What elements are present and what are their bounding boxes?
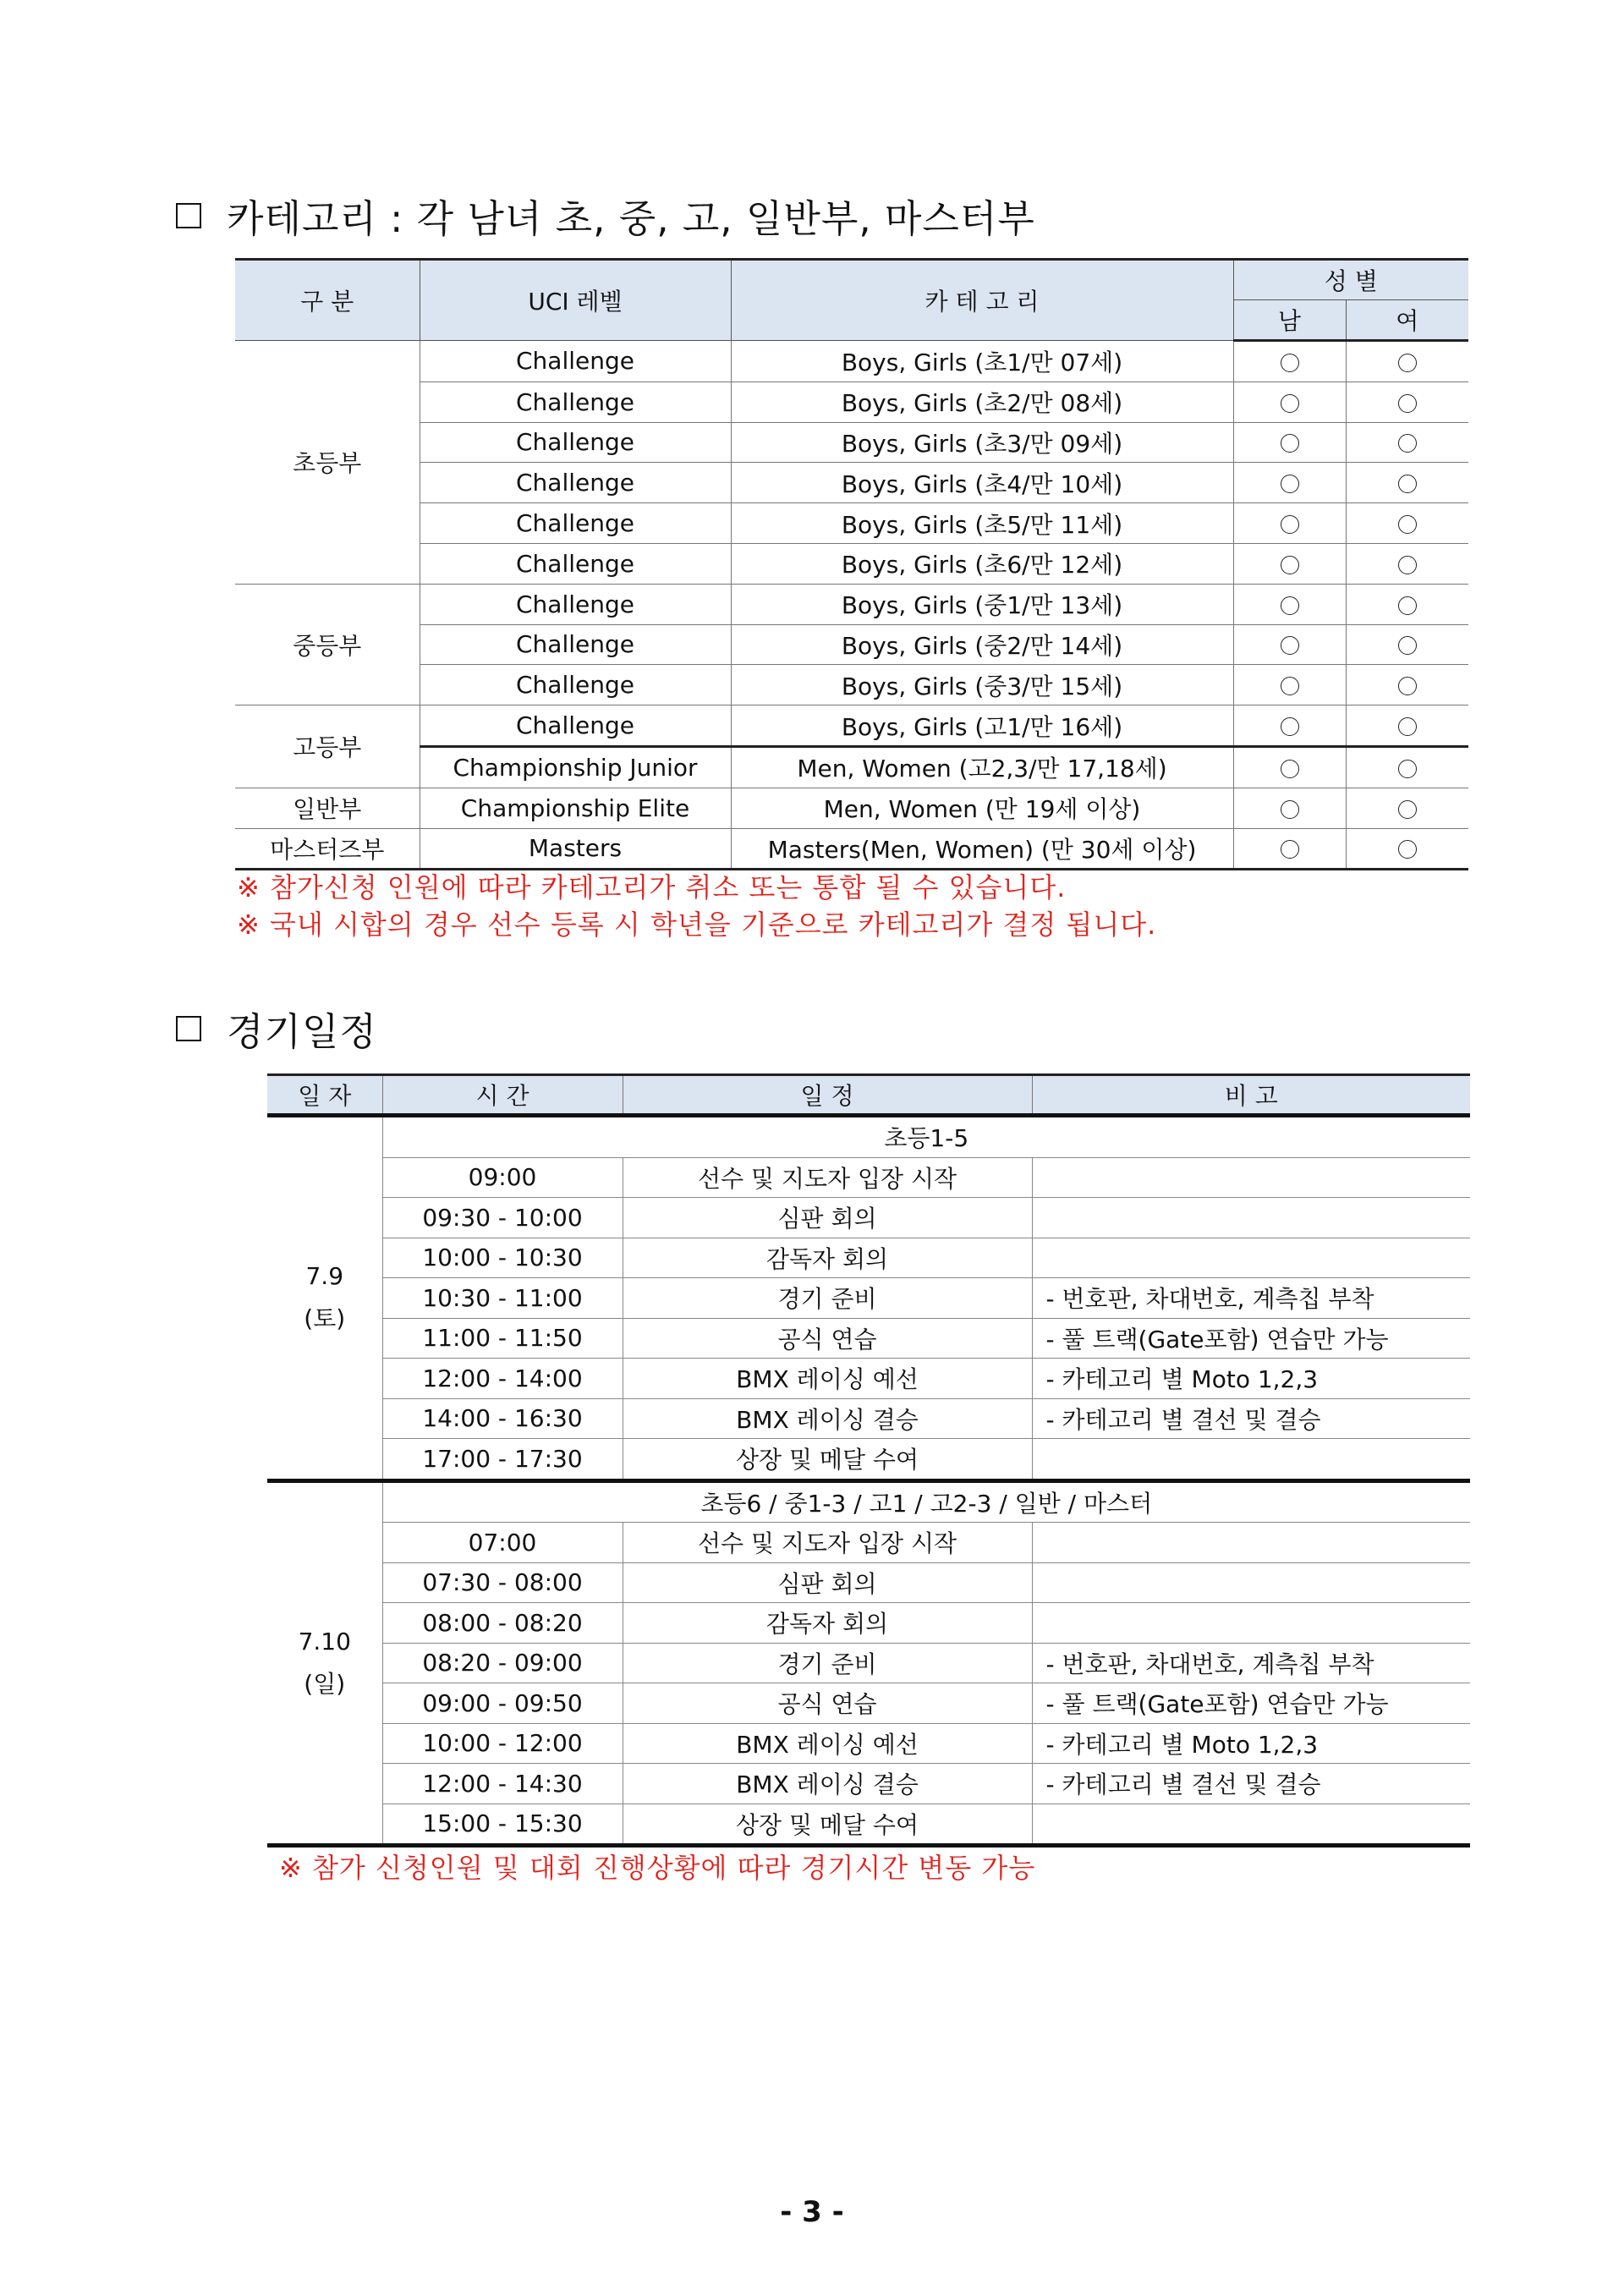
event-cell: 경기 준비 <box>623 1643 1032 1683</box>
category-cell: Boys, Girls (중1/만 13세) <box>731 584 1233 624</box>
time-cell: 14:00 - 16:30 <box>382 1398 623 1439</box>
header-time: 시 간 <box>382 1075 623 1116</box>
circle-mark-icon <box>1398 556 1417 574</box>
female-cell <box>1346 584 1468 624</box>
table-row <box>235 584 1468 624</box>
male-cell <box>1233 788 1346 828</box>
event-cell: 선수 및 지도자 입장 시작 <box>623 1523 1032 1563</box>
group-elementary: 초등부 <box>235 341 420 585</box>
table-row <box>235 828 1468 870</box>
table-row <box>235 382 1468 422</box>
table-row <box>267 1398 1470 1439</box>
event-cell: 선수 및 지도자 입장 시작 <box>623 1157 1032 1198</box>
circle-mark-icon <box>1281 515 1299 534</box>
circle-mark-icon <box>1398 394 1417 413</box>
time-cell: 07:30 - 08:00 <box>382 1562 623 1603</box>
uci-level-cell: Challenge <box>420 463 731 503</box>
table-row <box>267 1238 1470 1278</box>
category-cell: Boys, Girls (중3/만 15세) <box>731 665 1233 706</box>
circle-mark-icon <box>1281 434 1299 453</box>
table-row <box>267 1116 1470 1158</box>
uci-level-cell: Masters <box>420 828 731 870</box>
remark-cell: - 카테고리 별 Moto 1,2,3 <box>1032 1723 1470 1764</box>
circle-mark-icon <box>1281 717 1299 736</box>
time-cell: 10:30 - 11:00 <box>382 1278 623 1319</box>
category-cell: Boys, Girls (초4/만 10세) <box>731 463 1233 503</box>
table-row <box>267 1480 1470 1523</box>
table-row <box>267 1359 1470 1399</box>
group-middle: 중등부 <box>235 584 420 705</box>
circle-mark-icon <box>1281 394 1299 413</box>
uci-level-cell: Challenge <box>420 543 731 584</box>
uci-level-cell: Challenge <box>420 584 731 624</box>
table-row <box>267 1439 1470 1481</box>
table-row <box>235 422 1468 463</box>
category-cell: Boys, Girls (초5/만 11세) <box>731 503 1233 544</box>
table-row <box>235 543 1468 584</box>
checkbox-square-icon <box>176 1016 201 1041</box>
remark-cell <box>1032 1603 1470 1644</box>
remark-cell <box>1032 1439 1470 1481</box>
circle-mark-icon <box>1398 717 1417 736</box>
category-table <box>235 258 1468 870</box>
group-high: 고등부 <box>235 706 420 788</box>
time-cell: 07:00 <box>382 1523 623 1563</box>
category-cell: Masters(Men, Women) (만 30세 이상) <box>731 828 1233 870</box>
table-row <box>267 1603 1470 1644</box>
event-cell: 경기 준비 <box>623 1278 1032 1319</box>
event-cell: BMX 레이싱 결승 <box>623 1764 1032 1804</box>
event-cell: 심판 회의 <box>623 1198 1032 1238</box>
time-cell: 10:00 - 10:30 <box>382 1238 623 1278</box>
event-cell: 감독자 회의 <box>623 1603 1032 1644</box>
day-cell <box>267 1116 382 1481</box>
remark-cell: - 카테고리 별 결선 및 결승 <box>1032 1764 1470 1804</box>
male-cell <box>1233 665 1346 706</box>
remark-cell: - 번호판, 차대번호, 계측칩 부착 <box>1032 1643 1470 1683</box>
time-cell: 09:30 - 10:00 <box>382 1198 623 1238</box>
time-cell: 17:00 - 17:30 <box>382 1439 623 1481</box>
table-row <box>267 1318 1470 1359</box>
category-cell: Boys, Girls (초6/만 12세) <box>731 543 1233 584</box>
schedule-table <box>267 1073 1470 1848</box>
uci-level-cell: Challenge <box>420 503 731 544</box>
table-row <box>235 463 1468 503</box>
header-uci-level: UCI 레벨 <box>420 260 731 341</box>
remark-cell <box>1032 1198 1470 1238</box>
uci-level-cell: Challenge <box>420 624 731 665</box>
category-note-1: ※ 참가신청 인원에 따라 카테고리가 취소 또는 통합 될 수 있습니다. <box>237 871 1067 903</box>
day-weekday: (토) <box>304 1304 346 1333</box>
time-cell: 11:00 - 11:50 <box>382 1318 623 1359</box>
uci-level-cell: Challenge <box>420 422 731 463</box>
header-gender: 성 별 <box>1233 260 1468 300</box>
circle-mark-icon <box>1398 475 1417 493</box>
female-cell <box>1346 341 1468 382</box>
group-header: 초등1-5 <box>382 1116 1470 1158</box>
category-cell: Boys, Girls (초1/만 07세) <box>731 341 1233 382</box>
remark-cell: - 카테고리 별 결선 및 결승 <box>1032 1398 1470 1439</box>
circle-mark-icon <box>1281 354 1299 372</box>
category-cell: Boys, Girls (초3/만 09세) <box>731 422 1233 463</box>
female-cell <box>1346 828 1468 870</box>
table-row <box>267 1723 1470 1764</box>
schedule-section-heading <box>176 1001 377 1056</box>
time-cell: 15:00 - 15:30 <box>382 1804 623 1846</box>
circle-mark-icon <box>1281 677 1299 695</box>
page-number: - 3 - <box>780 2195 844 2229</box>
category-cell: Boys, Girls (초2/만 08세) <box>731 382 1233 422</box>
male-cell <box>1233 624 1346 665</box>
remark-cell <box>1032 1804 1470 1846</box>
remark-cell: - 번호판, 차대번호, 계측칩 부착 <box>1032 1278 1470 1319</box>
circle-mark-icon <box>1281 636 1299 655</box>
circle-mark-icon <box>1281 840 1299 859</box>
event-cell: 공식 연습 <box>623 1318 1032 1359</box>
male-cell <box>1233 584 1346 624</box>
event-cell: BMX 레이싱 예선 <box>623 1359 1032 1399</box>
remark-cell <box>1032 1562 1470 1603</box>
male-cell <box>1233 341 1346 382</box>
table-row <box>267 1562 1470 1603</box>
day-cell <box>267 1480 382 1846</box>
table-row <box>267 1643 1470 1683</box>
circle-mark-icon <box>1398 434 1417 453</box>
circle-mark-icon <box>1398 840 1417 859</box>
event-cell: 감독자 회의 <box>623 1238 1032 1278</box>
circle-mark-icon <box>1281 800 1299 819</box>
female-cell <box>1346 543 1468 584</box>
uci-level-cell: Championship Elite <box>420 788 731 828</box>
group-general: 일반부 <box>235 788 420 828</box>
day-weekday: (일) <box>304 1669 346 1698</box>
table-row <box>267 1157 1470 1198</box>
table-row <box>235 788 1468 828</box>
circle-mark-icon <box>1398 515 1417 534</box>
time-cell: 09:00 - 09:50 <box>382 1683 623 1724</box>
circle-mark-icon <box>1281 760 1299 778</box>
category-cell: Boys, Girls (중2/만 14세) <box>731 624 1233 665</box>
time-cell: 10:00 - 12:00 <box>382 1723 623 1764</box>
uci-level-cell: Challenge <box>420 382 731 422</box>
category-cell: Boys, Girls (고1/만 16세) <box>731 706 1233 747</box>
event-cell: 상장 및 메달 수여 <box>623 1804 1032 1846</box>
remark-cell: - 풀 트랙(Gate포함) 연습만 가능 <box>1032 1683 1470 1724</box>
male-cell <box>1233 382 1346 422</box>
table-row <box>267 1764 1470 1804</box>
category-section-heading <box>176 188 1035 243</box>
category-section-title: 카테고리 : 각 남녀 초, 중, 고, 일반부, 마스터부 <box>227 196 1035 241</box>
table-row <box>267 1198 1470 1238</box>
time-cell: 12:00 - 14:00 <box>382 1359 623 1399</box>
uci-level-cell: Challenge <box>420 341 731 382</box>
female-cell <box>1346 746 1468 788</box>
remark-cell: - 풀 트랙(Gate포함) 연습만 가능 <box>1032 1318 1470 1359</box>
table-row <box>235 503 1468 544</box>
schedule-note: ※ 참가 신청인원 및 대회 진행상황에 따라 경기시간 변동 가능 <box>279 1852 1036 1884</box>
male-cell <box>1233 543 1346 584</box>
schedule-section-title: 경기일정 <box>227 1009 377 1054</box>
female-cell <box>1346 624 1468 665</box>
header-remarks: 비 고 <box>1032 1075 1470 1116</box>
table-row <box>267 1804 1470 1846</box>
circle-mark-icon <box>1398 800 1417 819</box>
female-cell <box>1346 706 1468 747</box>
circle-mark-icon <box>1398 636 1417 655</box>
female-cell <box>1346 788 1468 828</box>
time-cell: 08:20 - 09:00 <box>382 1643 623 1683</box>
checkbox-square-icon <box>176 203 201 228</box>
event-cell: 공식 연습 <box>623 1683 1032 1724</box>
time-cell: 12:00 - 14:30 <box>382 1764 623 1804</box>
header-date: 일 자 <box>267 1075 382 1116</box>
table-row <box>267 1278 1470 1319</box>
time-cell: 09:00 <box>382 1157 623 1198</box>
table-row <box>267 1683 1470 1724</box>
female-cell <box>1346 422 1468 463</box>
category-cell: Men, Women (고2,3/만 17,18세) <box>731 746 1233 788</box>
event-cell: 상장 및 메달 수여 <box>623 1439 1032 1481</box>
header-male: 남 <box>1233 300 1346 341</box>
male-cell <box>1233 828 1346 870</box>
circle-mark-icon <box>1281 596 1299 615</box>
circle-mark-icon <box>1398 677 1417 695</box>
female-cell <box>1346 463 1468 503</box>
header-schedule: 일 정 <box>623 1075 1032 1116</box>
header-division: 구 분 <box>235 260 420 341</box>
table-row <box>235 624 1468 665</box>
group-header: 초등6 / 중1-3 / 고1 / 고2-3 / 일반 / 마스터 <box>382 1480 1470 1523</box>
remark-cell: - 카테고리 별 Moto 1,2,3 <box>1032 1359 1470 1399</box>
table-row <box>267 1523 1470 1563</box>
event-cell: 심판 회의 <box>623 1562 1032 1603</box>
female-cell <box>1346 503 1468 544</box>
uci-level-cell: Challenge <box>420 665 731 706</box>
female-cell <box>1346 665 1468 706</box>
male-cell <box>1233 746 1346 788</box>
day-date: 7.10 <box>298 1627 351 1655</box>
table-row <box>235 665 1468 706</box>
circle-mark-icon <box>1281 475 1299 493</box>
circle-mark-icon <box>1281 556 1299 574</box>
table-row <box>235 746 1468 788</box>
event-cell: BMX 레이싱 예선 <box>623 1723 1032 1764</box>
table-row <box>235 706 1468 747</box>
circle-mark-icon <box>1398 760 1417 778</box>
male-cell <box>1233 463 1346 503</box>
circle-mark-icon <box>1398 354 1417 372</box>
header-female: 여 <box>1346 300 1468 341</box>
remark-cell <box>1032 1238 1470 1278</box>
uci-level-cell: Championship Junior <box>420 746 731 788</box>
time-cell: 08:00 - 08:20 <box>382 1603 623 1644</box>
male-cell <box>1233 503 1346 544</box>
group-masters: 마스터즈부 <box>235 828 420 870</box>
female-cell <box>1346 382 1468 422</box>
male-cell <box>1233 706 1346 747</box>
header-category: 카 테 고 리 <box>731 260 1233 341</box>
remark-cell <box>1032 1523 1470 1563</box>
remark-cell <box>1032 1157 1470 1198</box>
day-date: 7.9 <box>305 1262 344 1291</box>
uci-level-cell: Challenge <box>420 706 731 747</box>
male-cell <box>1233 422 1346 463</box>
table-row <box>235 341 1468 382</box>
event-cell: BMX 레이싱 결승 <box>623 1398 1032 1439</box>
category-cell: Men, Women (만 19세 이상) <box>731 788 1233 828</box>
category-note-2: ※ 국내 시합의 경우 선수 등록 시 학년을 기준으로 카테고리가 결정 됩니다. <box>237 909 1157 941</box>
circle-mark-icon <box>1398 596 1417 615</box>
